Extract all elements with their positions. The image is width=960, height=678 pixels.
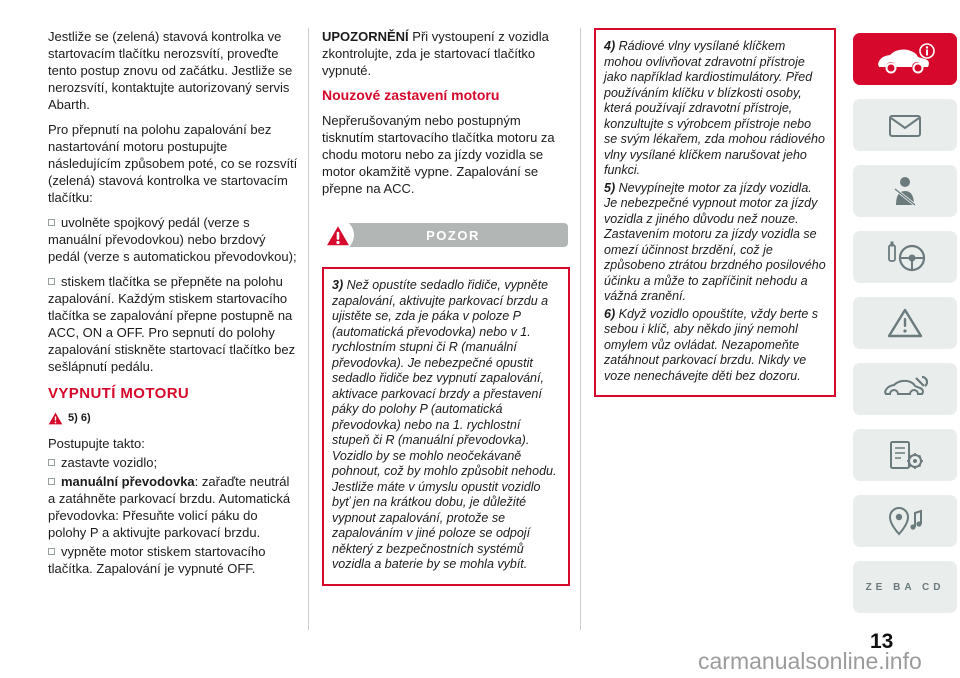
warning-reference-line (48, 410, 298, 427)
footnote-refs: 5) 6) (68, 412, 91, 424)
map-pin-music-icon (885, 505, 925, 537)
warning-box (322, 267, 570, 586)
tab-technical-data[interactable] (853, 429, 957, 481)
paragraph: Pro přepnutí na polohu zapalování bez nastartování motoru postupujte následujícím způsobem poté, co se rozsvítí (zelená) stavová kontrolka ve startovacím tlačítku: (48, 122, 298, 205)
caution-bar: POZOR (338, 223, 568, 247)
mail-icon (885, 111, 925, 139)
section-heading: VYPNUTÍ MOTORU (48, 385, 190, 402)
warning-triangle-icon (48, 412, 63, 425)
warning-item: 3) Než opustíte sedadlo řidiče, vypněte zapalování, aktivujte parkovací brzdu a ujistěte se, zda je páka v poloze P (automatická převodovka) nebo v 1. rychlostním stupni či R (manuální převodovka). Je nebezpečné opustit sedadlo řidiče bez vypnutí zapalování, aktivace parkovací brzdy a přestavení páky do polohy P (automatická převodovka) nebo na 1. rychlostní stupeň či R (manuální převodovka). Vozidlo by se mohlo neočekávaně pohnout, což by mohlo způsobit nehodu. Jestliže máte v úmyslu opustit vozidlo byť jen na krátkou dobu, je důležité vypnout zapalování, protože se zapalováním v jiné poloze se odpojí některý z bezpečnostních systémů vozidla a baterie by se mohla vybít. (332, 278, 557, 571)
column-divider (308, 28, 309, 630)
column-divider (580, 28, 581, 630)
square-bullet-icon (48, 278, 55, 285)
square-bullet-icon (48, 478, 55, 485)
warning-item: 5) Nevypínejte motor za jízdy vozidla. Je nebezpečné vypnout motor za jízdy vozidla z jiného důvodu než nouze. Zastavením motoru za jízdy vozidla se omezí účinnost brzdění, což je způsobeno ztrátou brzdného posilového účinku a může to zapříčinit nehodu a vážná zranění. (604, 180, 826, 303)
alphabet-index-icon: ZE BA CD (865, 581, 945, 593)
tab-safety[interactable] (853, 165, 957, 217)
seatbelt-person-icon (888, 175, 922, 207)
tab-car-overview[interactable] (853, 33, 957, 85)
tab-emergency[interactable] (853, 297, 957, 349)
paragraph: Nepřerušovaným nebo postupným tisknutím startovacího tlačítka motoru za chodu motoru nebo za jízdy vozidla se motor okamžitě vypne. Zapalování se přepne na ACC. (322, 113, 555, 196)
watermark: carmanualsonline.info (698, 648, 922, 674)
column-3 (594, 28, 836, 397)
car-service-icon (882, 374, 928, 404)
paragraph: Postupujte takto: (48, 436, 145, 451)
paragraph: Jestliže se (zelená) stavová kontrolka ve startovacím tlačítku nerozsvítí, proveďte tento postup znovu od začátku. Jestliže se nerozsvítí, kontaktujte autorizovaný servis Abarth. (48, 29, 293, 112)
tab-starting-driving[interactable] (853, 231, 957, 283)
square-bullet-icon (48, 219, 55, 226)
list-item: zastavte vozidlo; (48, 454, 298, 471)
warning-box (594, 28, 836, 397)
caution-triangle-icon (322, 219, 354, 251)
tab-servicing[interactable] (853, 363, 957, 415)
car-info-icon (874, 42, 936, 76)
chapter-tab-sidebar (853, 0, 960, 678)
caution-banner (322, 219, 570, 251)
list-item: stiskem tlačítka se přepněte na polohu zapalování. Každým stiskem startovacího tlačítka se zapalování přepne postupně na ACC, ON a OFF. Pro sepnutí do polohy zapalování stiskněte startovací tlačítko bez sešlápnutí pedálu. (48, 274, 296, 374)
square-bullet-icon (48, 459, 55, 466)
warning-triangle-icon (887, 307, 923, 339)
square-bullet-icon (48, 548, 55, 555)
list-item: vypněte motor stiskem startovacího tlačítka. Zapalování je vypnuté OFF. (48, 544, 266, 576)
document-gear-icon (885, 439, 925, 471)
warning-item: 6) Když vozidlo opouštíte, vždy berte s sebou i klíč, aby někdo jiný nemohl omylem vůz ovládat. Nezapomeňte zatáhnout parkovací brzdu. Nikdy ve voze nenechávejte děti bez dozoru. (604, 306, 819, 383)
list-item: manuální převodovka: zařaďte neutrál a zatáhněte parkovací brzdu. Automatická převodovka: Přesuňte volicí páku do polohy P a aktivujte parkovací brzdu. (48, 474, 291, 540)
list-item: uvolněte spojkový pedál (verze s manuální převodovkou) nebo brzdový pedál (verze s automatickou převodovkou); (48, 215, 297, 264)
section-heading: Nouzové zastavení motoru (322, 87, 500, 103)
tab-alphabetical-index[interactable] (853, 561, 957, 613)
warning-item: 4) Rádiové vlny vysílané klíčkem mohou ovlivňovat zdravotní přístroje jako například kardiostimulátory. Před používáním klíčku v blízkosti osoby, která používají zdravotní přístroje, konzultujte s výrobcem přístroje nebo se svým lékařem, zda mohou rádiového vlny vysílané klíčkem narušovat jeho funkci. (604, 39, 825, 177)
tab-multimedia[interactable] (853, 495, 957, 547)
steering-wheel-icon (883, 241, 927, 273)
column-2 (322, 28, 570, 586)
tab-dashboard-messages[interactable] (853, 99, 957, 151)
column-1 (48, 28, 298, 585)
page-number: 13 (870, 630, 894, 653)
note-paragraph: UPOZORNĚNÍ Při vystoupení z vozidla zkontrolujte, zda je startovací tlačítko vypnuté. (322, 29, 549, 78)
